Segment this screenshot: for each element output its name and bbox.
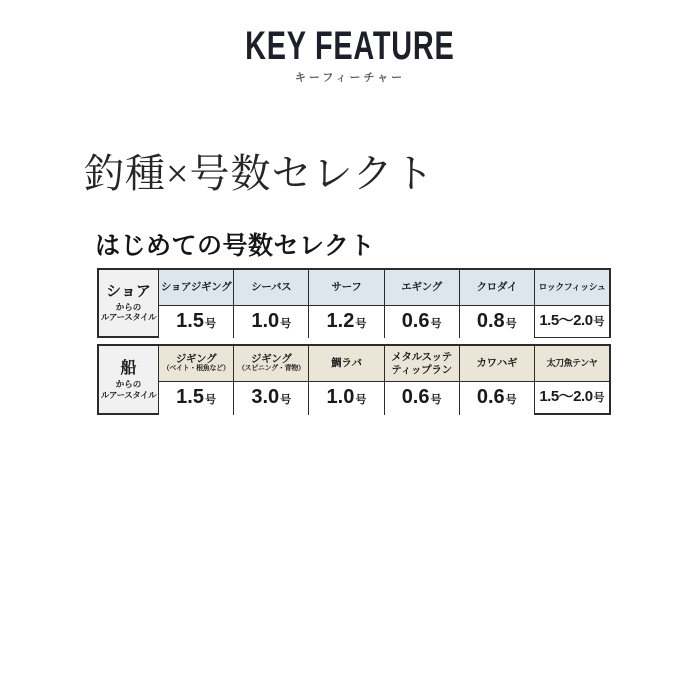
row-label-main: ショア (106, 283, 151, 300)
column-header (234, 346, 308, 381)
row-label-mid: からの (115, 378, 142, 389)
table-column (534, 270, 609, 336)
line-size-unit: 号 (280, 318, 292, 330)
column-label-line2: ティップラン (391, 363, 452, 376)
table-column (534, 346, 609, 413)
column-label: ジギング (251, 353, 292, 366)
column-label: 太刀魚テンヤ (546, 358, 598, 369)
line-size-unit: 号 (505, 394, 517, 406)
boat-columns (158, 346, 609, 413)
column-label: エギング (401, 281, 442, 294)
shore-style-table (97, 268, 611, 338)
table-column (233, 270, 308, 336)
column-label: メタルスッテ (391, 351, 452, 364)
column-header (309, 346, 383, 381)
line-size-value: 1.5〜2.0 (539, 388, 593, 405)
table-column (233, 346, 308, 413)
table-column (158, 346, 233, 413)
column-label: ショアジギング (160, 281, 232, 294)
line-size-unit: 号 (505, 318, 517, 330)
line-size-cell (385, 305, 459, 339)
line-size-cell (535, 305, 609, 337)
table-column (158, 270, 233, 336)
column-label: ジギング (175, 353, 217, 366)
column-label: 鯛ラバ (331, 357, 362, 370)
key-feature-title-text: KEY FEATURE (245, 24, 455, 69)
line-size-value: 1.2 (326, 310, 355, 332)
line-size-cell (159, 381, 233, 415)
column-header (385, 346, 459, 381)
line-size-cell (159, 305, 233, 339)
line-size-unit: 号 (430, 318, 442, 330)
column-sublabel: （ベイト・根魚など） (162, 365, 230, 373)
column-label: カワハギ (476, 357, 518, 370)
line-size-cell (234, 305, 308, 339)
line-size-cell (234, 381, 308, 415)
line-size-cell (385, 381, 459, 415)
line-size-unit: 号 (593, 392, 605, 404)
row-label-sub: ルアースタイル (100, 389, 157, 400)
row-label-main: 船 (120, 359, 137, 377)
line-size-value: 1.5〜2.0 (539, 312, 593, 329)
table-column (384, 270, 459, 336)
row-label-mid: からの (115, 301, 142, 312)
line-size-unit: 号 (355, 318, 367, 330)
line-size-value: 0.8 (476, 310, 505, 332)
line-size-unit: 号 (593, 316, 605, 328)
line-size-value: 1.5 (176, 310, 204, 332)
column-header (159, 270, 233, 305)
line-size-value: 1.0 (251, 310, 280, 332)
column-label: ロックフィッシュ (538, 282, 606, 293)
column-label: シーバス (251, 281, 292, 294)
shore-columns (158, 270, 609, 336)
shore-row-label (99, 270, 158, 336)
table-column (384, 346, 459, 413)
line-size-value: 1.0 (326, 386, 355, 408)
table-column (459, 346, 534, 413)
column-header (460, 270, 534, 305)
line-size-unit: 号 (204, 394, 216, 406)
column-header (234, 270, 308, 305)
line-size-cell (309, 305, 383, 339)
key-feature-title (0, 24, 700, 67)
line-size-value: 0.6 (476, 386, 505, 408)
line-size-value: 0.6 (401, 310, 430, 332)
column-label: サーフ (331, 281, 362, 294)
table-column (308, 270, 383, 336)
line-size-cell (535, 381, 609, 413)
column-label: クロダイ (476, 281, 518, 294)
table-heading: はじめての号数セレクト (95, 232, 376, 260)
line-size-cell (460, 305, 534, 339)
column-header (535, 346, 609, 381)
column-header (309, 270, 383, 305)
line-size-unit: 号 (280, 394, 292, 406)
column-header (385, 270, 459, 305)
line-size-cell (460, 381, 534, 415)
line-size-value: 0.6 (401, 386, 430, 408)
line-size-unit: 号 (430, 394, 442, 406)
column-sublabel: （スピニング・青物） (237, 365, 305, 373)
column-header (460, 346, 534, 381)
line-size-value: 1.5 (176, 386, 204, 408)
line-size-value: 3.0 (251, 386, 280, 408)
line-size-unit: 号 (355, 394, 367, 406)
column-header (535, 270, 609, 305)
boat-row-label (99, 346, 158, 413)
line-size-cell (309, 381, 383, 415)
table-column (459, 270, 534, 336)
row-label-sub: ルアースタイル (100, 312, 157, 323)
key-feature-subtitle: キーフィーチャー (294, 72, 406, 84)
section-heading: 釣種×号数セレクト (84, 151, 435, 196)
column-header (159, 346, 233, 381)
table-column (308, 346, 383, 413)
boat-style-table (97, 344, 611, 415)
line-size-unit: 号 (204, 318, 216, 330)
